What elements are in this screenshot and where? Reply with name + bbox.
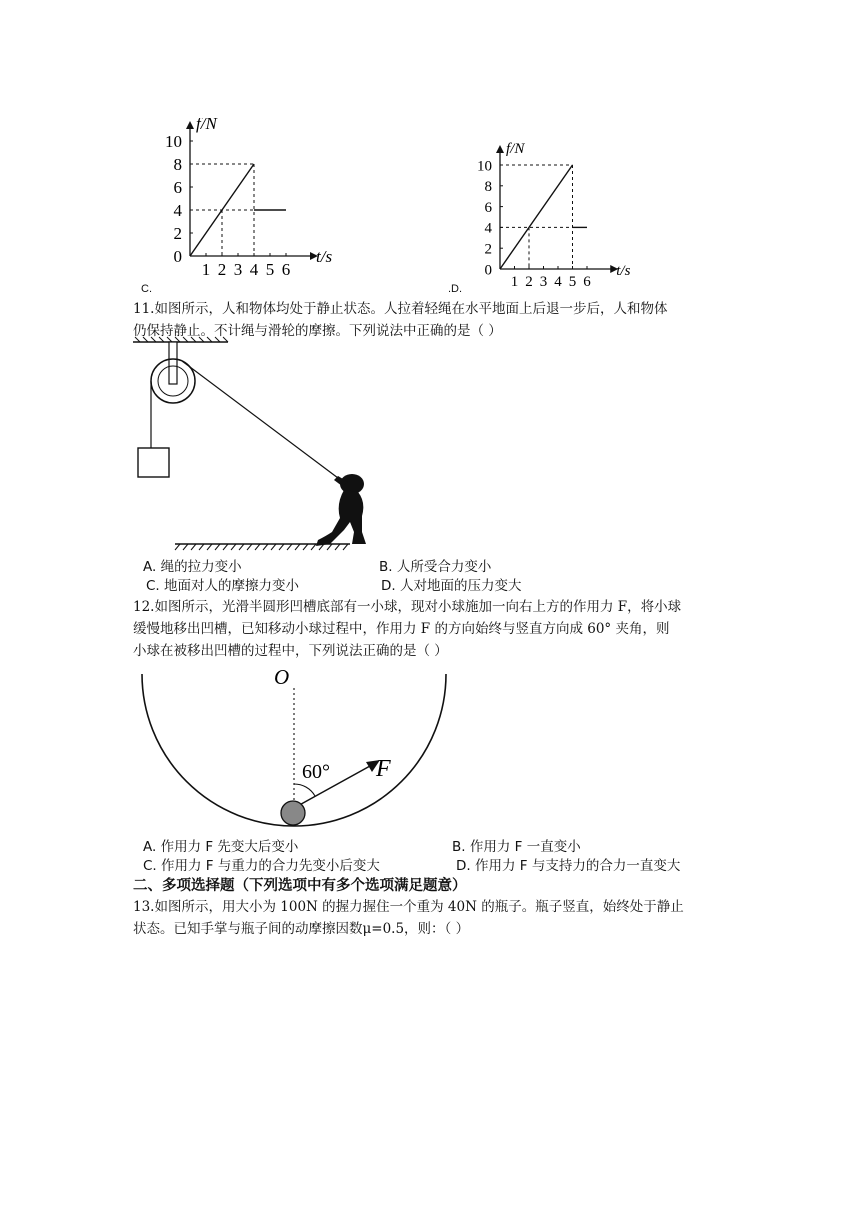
y-tick-label: 0 <box>484 262 492 279</box>
q11-text-line1: 11.如图所示，人和物体均处于静止状态。人拉着轻绳在水平地面上后退一步后，人和物体 <box>133 301 668 317</box>
y-tick-label: 2 <box>484 241 492 258</box>
graph-d-label: .D. <box>448 283 463 295</box>
y-tick-label: 4 <box>484 220 492 237</box>
q12-option-d[interactable]: D. 作用力 F 与支持力的合力一直变大 <box>456 858 681 874</box>
graph-d <box>460 138 660 298</box>
x-tick-label: 4 <box>249 260 259 279</box>
q11-text-line2: 仍保持静止。不计绳与滑轮的摩擦。下列说法中正确的是（ ） <box>133 323 502 339</box>
y-tick-label: 2 <box>173 223 182 243</box>
pulley-bracket <box>169 342 177 384</box>
q12-text-line1: 12.如图所示，光滑半圆形凹槽底部有一小球，现对小球施加一向右上方的作用力 F，将小球 <box>133 599 682 615</box>
q12-option-b[interactable]: B. 作用力 F 一直变小 <box>452 839 581 855</box>
y-tick-label: 10 <box>165 131 182 151</box>
force-f-label: F <box>376 756 391 782</box>
graph-c-plot <box>150 118 380 298</box>
y-axis-label: f/N <box>196 118 217 133</box>
small-ball <box>281 801 305 825</box>
q12-text-line3: 小球在被移出凹槽的过程中，下列说法正确的是（ ） <box>133 643 448 659</box>
q12-text-line2: 缓慢地移出凹槽，已知移动小球过程中，作用力 F 的方向始终与竖直方向成 60° 夹角，则 <box>133 621 670 637</box>
x-tick-label: 3 <box>233 260 243 279</box>
graph-c <box>150 118 380 298</box>
data-rising-segment <box>500 165 573 269</box>
q11-option-a[interactable]: A. 绳的拉力变小 <box>143 559 242 575</box>
x-tick-label: 6 <box>281 260 291 279</box>
q12-figure <box>130 660 460 835</box>
x-tick-label: 5 <box>568 274 577 290</box>
x-axis-label: t/s <box>316 247 333 266</box>
q13-text-line1: 13.如图所示，用大小为 100N 的握力握住一个重为 40N 的瓶子。瓶子竖直，始终处于静止 <box>133 899 684 915</box>
y-axis-arrow <box>496 145 504 153</box>
q12-option-a[interactable]: A. 作用力 F 先变大后变小 <box>143 839 299 855</box>
x-tick-label: 5 <box>265 260 275 279</box>
angle-arc <box>294 784 315 796</box>
person-silhouette <box>316 474 366 546</box>
y-tick-label: 6 <box>484 199 492 216</box>
x-tick-label: 2 <box>217 260 227 279</box>
q11-option-b[interactable]: B. 人所受合力变小 <box>379 559 492 575</box>
q11-option-c[interactable]: C. 地面对人的摩擦力变小 <box>146 578 300 594</box>
y-axis-label: f/N <box>506 141 525 157</box>
y-tick-label: 0 <box>173 246 182 266</box>
q12-option-c[interactable]: C. 作用力 F 与重力的合力先变小后变大 <box>143 858 380 874</box>
center-o-label: O <box>274 665 290 689</box>
x-tick-label: 1 <box>510 274 519 290</box>
y-tick-label: 6 <box>173 177 182 197</box>
q11-figure <box>130 336 370 556</box>
angle-label: 60° <box>302 761 330 783</box>
q13-text-line2: 状态。已知手掌与瓶子间的动摩擦因数μ=0.5，则：（ ） <box>133 921 470 937</box>
y-tick-label: 8 <box>484 179 492 196</box>
q11-option-d[interactable]: D. 人对地面的压力变大 <box>381 578 522 594</box>
graph-c-label: C. <box>141 283 152 295</box>
x-tick-label: 3 <box>539 274 548 290</box>
x-tick-label: 4 <box>554 274 562 290</box>
x-axis-label: t/s <box>616 263 631 279</box>
x-tick-label: 2 <box>525 274 533 290</box>
graph-d-plot <box>460 138 660 298</box>
section-2-title: 二、多项选择题（下列选项中有多个选项满足题意） <box>133 878 467 894</box>
hanging-block <box>138 448 169 477</box>
x-tick-label: 6 <box>583 274 591 290</box>
x-tick-label: 1 <box>201 260 211 279</box>
y-tick-label: 10 <box>477 158 492 175</box>
y-tick-label: 8 <box>173 154 182 174</box>
rope-person <box>182 361 342 481</box>
y-axis-arrow <box>186 121 194 129</box>
y-tick-label: 4 <box>173 200 182 220</box>
